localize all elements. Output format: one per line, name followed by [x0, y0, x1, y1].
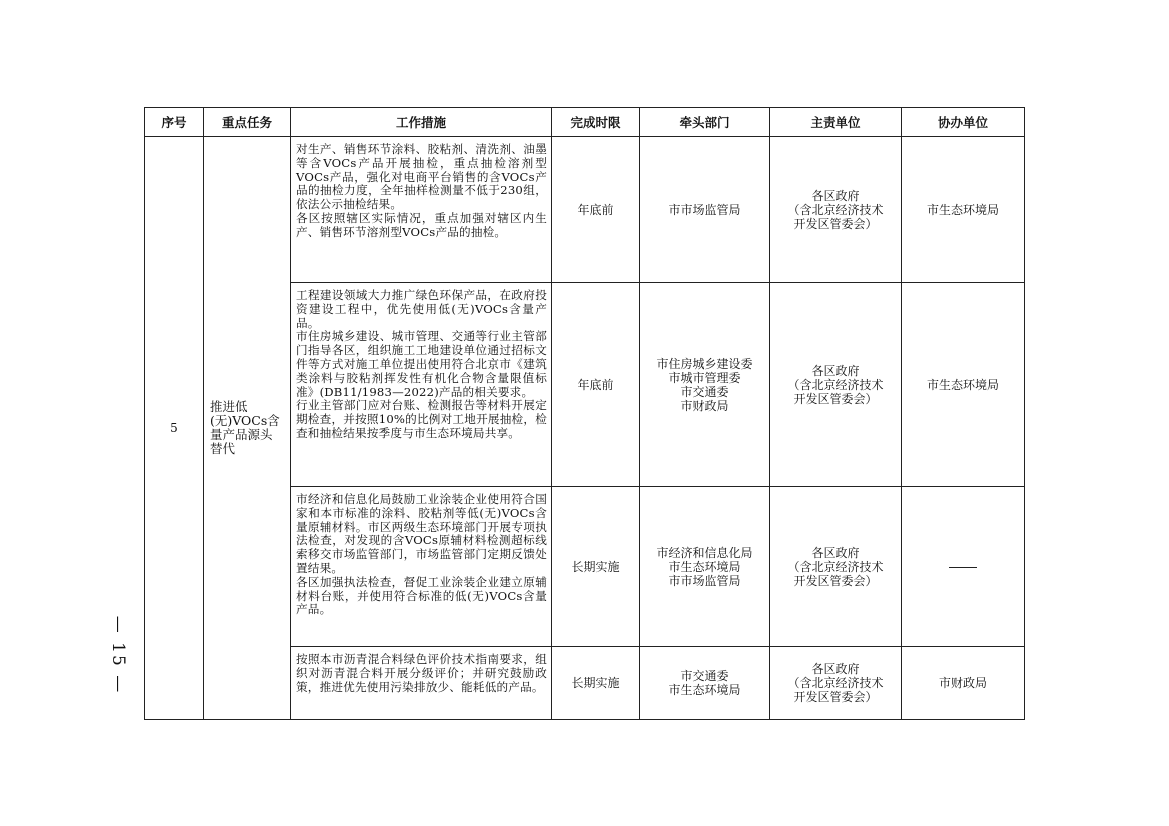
lead-dept: 市城市管理委	[668, 370, 741, 385]
main-unit-line: （含北京经济技术	[787, 377, 884, 392]
lead-dept: 市交通委	[680, 669, 729, 683]
main-unit-line: 开发区管委会）	[793, 391, 878, 406]
main-unit-line: 各区政府	[811, 188, 860, 203]
measure-paragraph: 行业主管部门应对台账、检测报告等材料开展定期检查，并按照10%的比例对工地开展抽检，检查和抽检结果按季度与市生态环境局共享。	[296, 398, 547, 440]
assist-cell: 市生态环境局	[902, 137, 1025, 283]
empty-dash	[949, 567, 977, 568]
header-lead: 牵头部门	[640, 108, 770, 137]
lead-dept: 市生态环境局	[668, 683, 741, 697]
main-unit-line: 开发区管委会）	[793, 690, 878, 704]
page-number: — 15 —	[108, 615, 129, 695]
lead-dept: 市交通委	[680, 384, 729, 399]
main-unit-line: 开发区管委会）	[793, 573, 878, 588]
main-unit-line: 各区政府	[811, 363, 860, 378]
lead-dept: 市市场监管局	[668, 573, 741, 588]
deadline-cell: 年底前	[552, 137, 640, 283]
lead-dept: 市财政局	[680, 398, 729, 413]
lead-dept: 市市场监管局	[668, 202, 741, 217]
header-seq: 序号	[145, 108, 204, 137]
lead-cell	[640, 647, 770, 720]
measure-paragraph: 市经济和信息化局鼓励工业涂装企业使用符合国家和本市标准的涂料、胶粘剂等低(无)VOCs含量原辅材料。市区两级生态环境部门开展专项执法检查，对发现的含VOCs原辅材料检测超标线索移交市场监管部门，市场监管部门定期反馈处置结果。	[296, 492, 547, 575]
main-unit-line: （含北京经济技术	[787, 202, 884, 217]
deadline-cell: 长期实施	[552, 487, 640, 647]
measure-paragraph: 市住房城乡建设、城市管理、交通等行业主管部门指导各区，组织施工工地建设单位通过招标文件等方式对施工单位提出使用符合北京市《建筑类涂料与胶粘剂挥发性有机化合物含量限值标准》(DB11/1983—2022)产品的相关要求。	[296, 329, 547, 399]
measure-cell	[291, 283, 552, 487]
main-cell	[770, 137, 902, 283]
lead-cell	[640, 137, 770, 283]
deadline-cell: 年底前	[552, 283, 640, 487]
measure-cell	[291, 647, 552, 720]
header-main: 主责单位	[770, 108, 902, 137]
lead-dept: 市生态环境局	[668, 559, 741, 574]
header-task: 重点任务	[204, 108, 291, 137]
lead-cell	[640, 283, 770, 487]
header-assist: 协办单位	[902, 108, 1025, 137]
lead-dept: 市住房城乡建设委	[656, 356, 753, 371]
header-measure: 工作措施	[291, 108, 552, 137]
seq-cell: 5	[145, 137, 204, 720]
main-unit-line: 各区政府	[811, 545, 860, 560]
deadline-cell: 长期实施	[552, 647, 640, 720]
main-unit-line: （含北京经济技术	[787, 676, 884, 690]
task-cell: 推进低(无)VOCs含量产品源头替代	[204, 137, 291, 720]
measure-cell	[291, 487, 552, 647]
main-unit-line: 各区政府	[811, 662, 860, 676]
measure-cell	[291, 137, 552, 283]
measure-paragraph: 工程建设领域大力推广绿色环保产品，在政府投资建设工程中，优先使用低(无)VOCs含量产品。	[296, 288, 547, 330]
measure-paragraph: 按照本市沥青混合料绿色评价技术指南要求，组织对沥青混合料开展分级评价；并研究鼓励政策，推进优先使用污染排放少、能耗低的产品。	[296, 652, 547, 694]
main-unit-line: （含北京经济技术	[787, 559, 884, 574]
assist-cell	[902, 487, 1025, 647]
task-table	[144, 107, 1025, 720]
measure-paragraph: 各区加强执法检查，督促工业涂装企业建立原辅材料台账，并使用符合标准的低(无)VOCs含量产品。	[296, 574, 547, 617]
header-deadline: 完成时限	[552, 108, 640, 137]
lead-cell	[640, 487, 770, 647]
measure-paragraph: 各区按照辖区实际情况，重点加强对辖区内生产、销售环节溶剂型VOCs产品的抽检。	[296, 210, 547, 239]
main-unit-line: 开发区管委会）	[793, 216, 878, 231]
table-row	[145, 137, 1025, 283]
lead-dept: 市经济和信息化局	[656, 545, 753, 560]
header-row	[145, 108, 1025, 137]
assist-cell: 市财政局	[902, 647, 1025, 720]
main-cell	[770, 283, 902, 487]
measure-paragraph: 对生产、销售环节涂料、胶粘剂、清洗剂、油墨等含VOCs产品开展抽检，重点抽检溶剂型VOCs产品，强化对电商平台销售的含VOCs产品的抽检力度，全年抽样检测量不低于230组，依法公示抽检结果。	[296, 142, 547, 212]
main-cell	[770, 647, 902, 720]
assist-cell: 市生态环境局	[902, 283, 1025, 487]
main-cell	[770, 487, 902, 647]
